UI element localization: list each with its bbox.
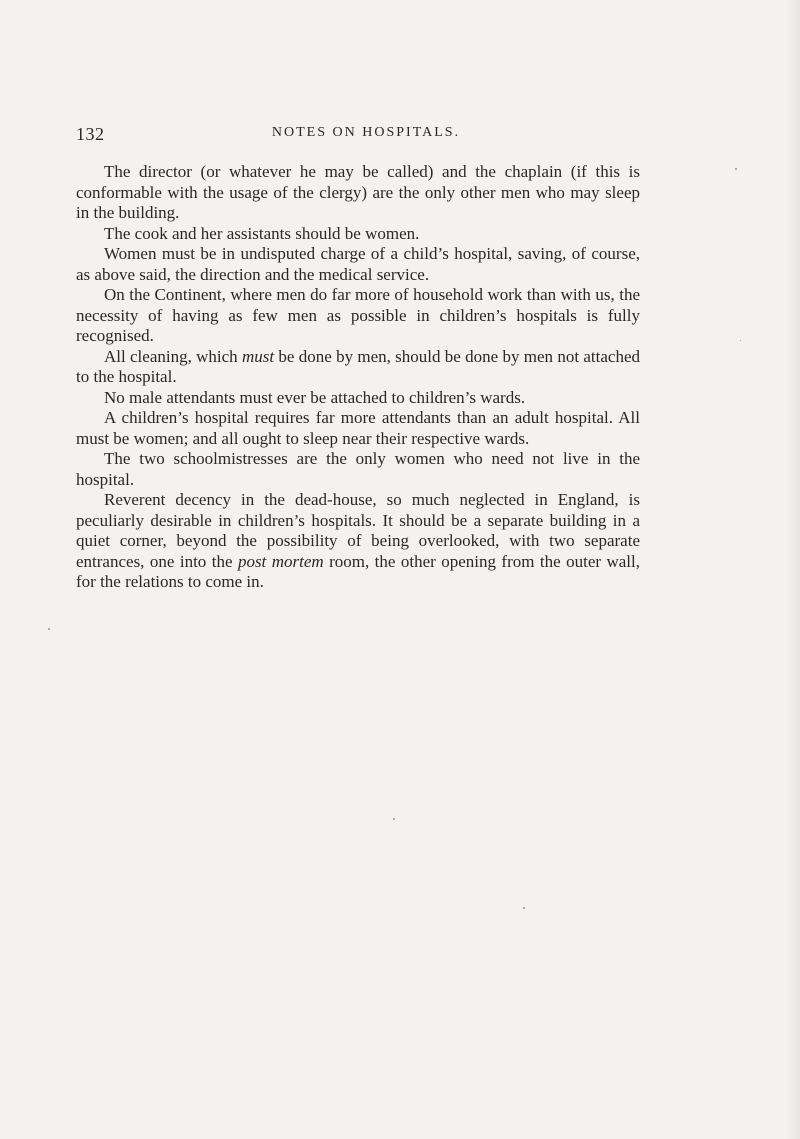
paragraph-text: On the Continent, where men do far more of household work than with us, the necessity of having as few men as possible in children’s hospitals is fully recognised. [76,285,640,345]
paragraph [76,285,640,347]
paragraph-text: No male attendants must ever be attached to children’s wards. [104,387,526,407]
italic-text: post mortem [237,551,324,571]
paragraph-text: Women must be in undisputed charge of a child’s hospital, saving, of course, as above said, the direction and the medical service. [76,244,640,284]
paragraph-text: The cook and her assistants should be women. [104,223,420,243]
paragraph [76,347,640,388]
running-title: NOTES ON HOSPITALS. [271,125,461,140]
paragraph-text: room, the other opening from the outer wall, for the relations to come in. [76,551,640,591]
paragraph [76,162,640,224]
page-number: 132 [76,124,105,144]
paragraph-text: The director (or whatever he may be called) and the chaplain (if this is conformable with the usage of the clergy) are the only other men who may sleep in the building. [76,162,640,222]
paragraph-text: Reverent decency in the dead-house, so much neglected in England, is peculiarly desirable in children’s hospitals. It should be a separate building in a quiet corner, beyond the possibility of being overlooked, with two separate entrances, one into the [76,490,640,571]
paragraph [76,490,640,593]
scan-speck [48,628,50,630]
running-head [76,124,640,146]
paragraph-text: be done by men, should be done by men not attached to the hospital. [76,346,640,386]
paragraph [76,244,640,285]
paragraph [76,408,640,449]
paragraph [76,449,640,490]
paragraph [76,388,640,409]
scan-speck [523,907,525,909]
paragraph-text: A children’s hospital requires far more attendants than an adult hospital. All must be women; and all ought to sleep near their respective wards. [76,408,640,448]
paragraph-text: The two schoolmistresses are the only women who need not live in the hospital. [76,449,640,489]
paragraph [76,224,640,245]
italic-text: must [241,346,275,366]
scan-speck [735,168,737,170]
body-text [76,162,640,593]
scan-speck [740,340,741,341]
paragraph-text: All cleaning, which [104,346,242,366]
page-edge-shadow [786,0,800,1139]
scan-speck [393,818,395,820]
